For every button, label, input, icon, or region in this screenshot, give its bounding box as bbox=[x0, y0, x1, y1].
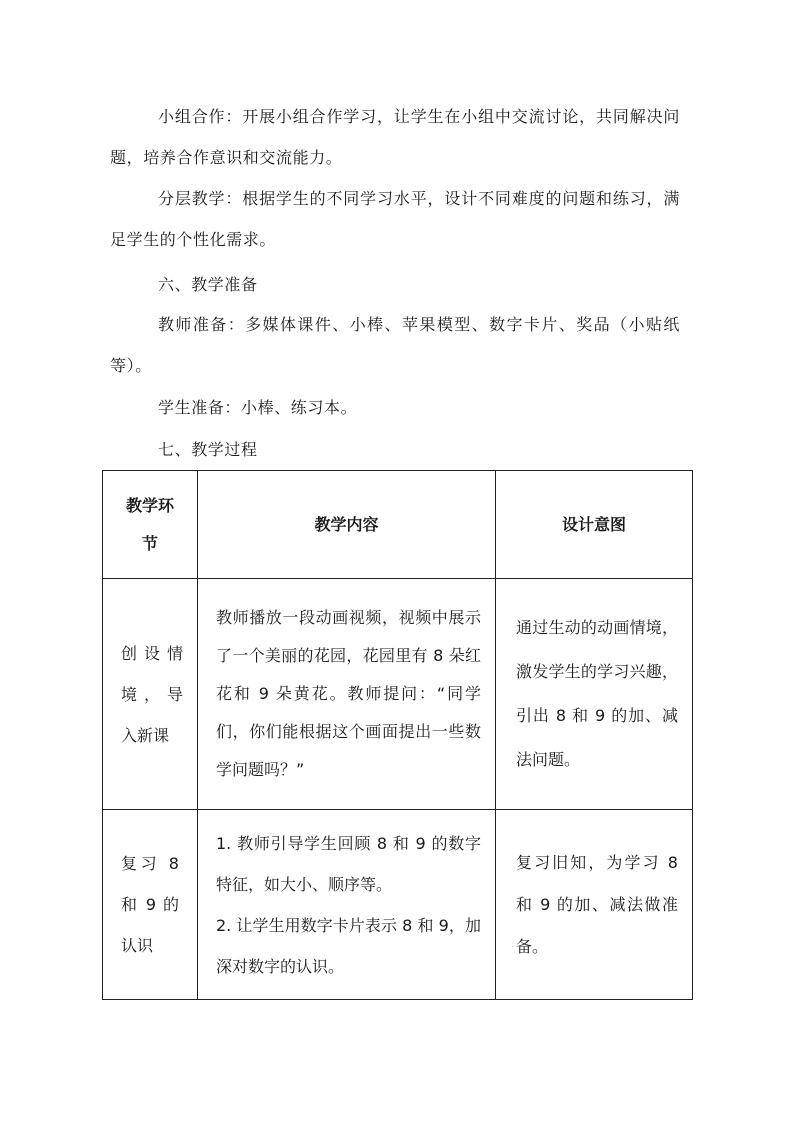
paragraph-tiered-teaching: 分层教学：根据学生的不同学习水平，设计不同难度的问题和练习，满足学生的个性化需求。 bbox=[110, 189, 680, 249]
table-header-row bbox=[103, 471, 693, 579]
header-stage: 教学环节 bbox=[103, 471, 198, 579]
table-row bbox=[103, 810, 693, 1000]
teaching-process-table bbox=[102, 470, 693, 1000]
header-intent: 设计意图 bbox=[496, 471, 693, 579]
content-cell bbox=[198, 810, 496, 1000]
intent-cell: 通过生动的动画情境，激发学生的学习兴趣，引出 8 和 9 的加、减法问题。 bbox=[496, 579, 693, 810]
section-heading-process: 七、教学过程 bbox=[158, 440, 258, 459]
content-item: 1. 教师引导学生回顾 8 和 9 的数字特征，如大小、顺序等。 bbox=[216, 833, 481, 894]
paragraph-teacher-preparation: 教师准备：多媒体课件、小棒、苹果模型、数字卡片、奖品（小贴纸等）。 bbox=[110, 315, 680, 375]
paragraph-group-work: 小组合作：开展小组合作学习，让学生在小组中交流讨论，共同解决问题，培养合作意识和交流能力。 bbox=[110, 107, 680, 167]
intent-cell: 复习旧知，为学习 8 和 9 的加、减法做准备。 bbox=[496, 810, 693, 1000]
paragraph-student-preparation: 学生准备：小棒、练习本。 bbox=[158, 398, 358, 417]
table-row bbox=[103, 579, 693, 810]
content-cell: 教师播放一段动画视频，视频中展示了一个美丽的花园，花园里有 8 朵红花和 9 朵黄花。教师提问：“同学们，你们能根据这个画面提出一些数学问题吗？” bbox=[198, 579, 496, 810]
stage-cell: 创设情境，导入新课 bbox=[103, 579, 198, 810]
section-heading-preparation: 六、教学准备 bbox=[158, 275, 258, 294]
stage-cell: 复习 8 和 9 的认识 bbox=[103, 810, 198, 1000]
content-item: 2. 让学生用数字卡片表示 8 和 9，加深对数字的认识。 bbox=[216, 915, 481, 976]
header-content: 教学内容 bbox=[198, 471, 496, 579]
